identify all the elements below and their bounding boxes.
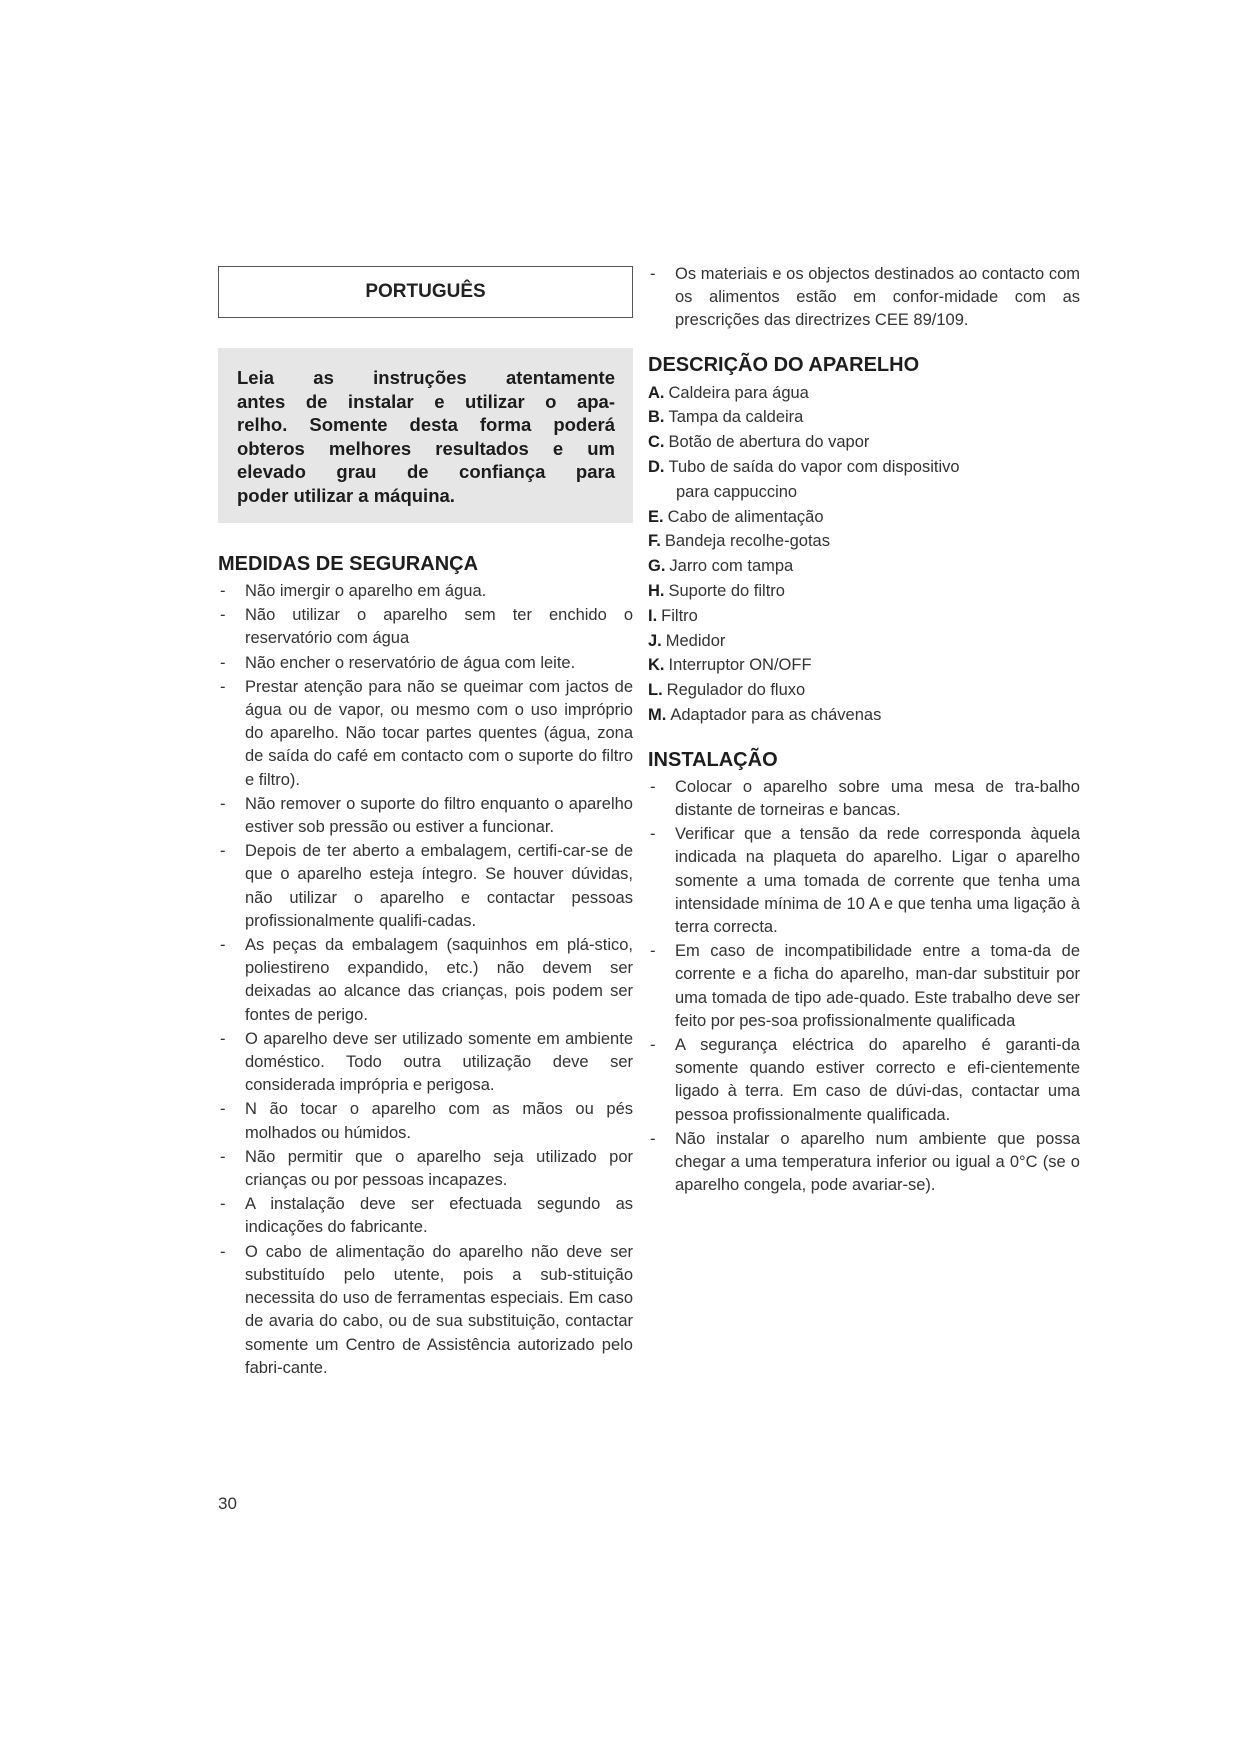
part-text: Jarro com tampa xyxy=(669,557,794,576)
part-text: Botão de abertura do vapor xyxy=(668,433,870,452)
part-item xyxy=(648,604,1080,629)
warning-line: poder utilizar a máquina. xyxy=(237,484,455,506)
safety-item: - O cabo de alimentação do aparelho não deve ser substituído pelo utente, pois a sub-stituição necessita do uso de ferramentas especiais. Em caso de avaria do cabo, ou de sua substituição, contactar somente um Centro de Assistência autorizado pelo fabri-cante. xyxy=(218,1241,633,1380)
safety-item: - Não permitir que o aparelho seja utilizado por crianças ou por pessoas incapazes. xyxy=(218,1146,633,1192)
safety-item: - Depois de ter aberto a embalagem, certifi-car-se de que o aparelho esteja íntegro. Se houver dúvidas, não utilizar o aparelho e contactar pessoas profissionalmente qualifi-cadas. xyxy=(218,840,633,933)
part-item xyxy=(648,381,1080,406)
safety-item: - Não imergir o aparelho em água. xyxy=(218,580,633,603)
part-text: Regulador do fluxo xyxy=(666,681,806,700)
part-letter: C. xyxy=(648,433,665,452)
part-text: Caldeira para água xyxy=(668,383,809,402)
installation-list xyxy=(648,776,1080,1198)
language-header: PORTUGUÊS xyxy=(218,266,633,318)
part-letter: E. xyxy=(648,507,664,526)
left-column xyxy=(218,266,633,1381)
safety-item: - A instalação deve ser efectuada segundo as indicações do fabricante. xyxy=(218,1193,633,1239)
safety-title: MEDIDAS DE SEGURANÇA xyxy=(218,553,479,575)
safety-item: - Prestar atenção para não se queimar com jactos de água ou de vapor, ou mesmo com o uso impróprio do aparelho. Não tocar partes quentes (água, zona de saída do café em contacto com o suporte do filtro e filtro). xyxy=(218,676,633,792)
warning-box xyxy=(218,348,633,523)
part-text: Suporte do filtro xyxy=(668,581,785,600)
part-item xyxy=(648,653,1080,678)
part-item xyxy=(648,455,1080,505)
part-text: Tubo de saída do vapor com dispositivo xyxy=(668,458,960,476)
part-letter: M. xyxy=(648,705,667,724)
installation-item: - Em caso de incompatibilidade entre a toma-da de corrente e a ficha do aparelho, man-dar substituir por uma tomada de tipo ade-quado. Este trabalho deve ser feito por pes-soa profissionalmente qualificada xyxy=(648,940,1080,1033)
part-text-continued: para cappuccino xyxy=(676,482,798,501)
part-item xyxy=(648,629,1080,654)
materials-note: - Os materiais e os objectos destinados ao contacto com os alimentos estão em confor-midade com as prescrições das directrizes CEE 89/109. xyxy=(648,263,1080,333)
installation-item: - Verificar que a tensão da rede corresponda àquela indicada na plaqueta do aparelho. Ligar o aparelho somente a uma tomada de corrente que tenha uma intensidade mínima de 10 A e que tenha uma ligação à terra correcta. xyxy=(648,823,1080,939)
installation-title: INSTALAÇÃO xyxy=(648,748,778,771)
right-column xyxy=(648,266,1080,1198)
part-letter: D. xyxy=(648,458,665,476)
safety-list xyxy=(218,580,633,1380)
installation-item: - A segurança eléctrica do aparelho é garanti-da somente quando estiver correcto e efi-cientemente ligado à terra. Em caso de dúvi-das, contactar uma pessoa profissionalmente qualificada. xyxy=(648,1034,1080,1127)
part-letter: L. xyxy=(648,681,663,700)
parts-list xyxy=(648,381,1080,728)
part-letter: F. xyxy=(648,532,661,551)
safety-item: - N ão tocar o aparelho com as mãos ou pés molhados ou húmidos. xyxy=(218,1098,633,1144)
safety-item: - O aparelho deve ser utilizado somente em ambiente doméstico. Todo outra utilização deve ser considerada imprópria e perigosa. xyxy=(218,1028,633,1098)
part-letter: H. xyxy=(648,581,665,600)
part-item xyxy=(648,554,1080,579)
part-letter: B. xyxy=(648,408,665,427)
part-text: Interruptor ON/OFF xyxy=(668,656,812,675)
page-number: 30 xyxy=(218,1494,237,1513)
part-text: Tampa da caldeira xyxy=(668,408,804,427)
warning-line: obteros melhores resultados e um xyxy=(237,437,615,459)
safety-item: - Não utilizar o aparelho sem ter enchido o reservatório com água xyxy=(218,604,633,650)
part-letter: I. xyxy=(648,606,658,625)
part-item xyxy=(648,405,1080,430)
warning-line: relho. Somente desta forma poderá xyxy=(237,414,615,435)
part-item xyxy=(648,505,1080,530)
part-text: Medidor xyxy=(665,631,726,650)
part-letter: A. xyxy=(648,383,665,402)
installation-item: - Colocar o aparelho sobre uma mesa de tra-balho distante de torneiras e bancas. xyxy=(648,776,1080,822)
part-text: Filtro xyxy=(661,606,698,625)
part-text: Bandeja recolhe-gotas xyxy=(664,532,830,551)
part-letter: J. xyxy=(648,631,662,650)
warning-line: elevado grau de confiança para xyxy=(237,461,615,482)
warning-line: antes de instalar e utilizar o apa- xyxy=(237,390,615,412)
part-item xyxy=(648,703,1080,728)
part-letter: K. xyxy=(648,656,665,675)
part-item xyxy=(648,579,1080,604)
part-text: Cabo de alimentação xyxy=(667,507,824,526)
safety-item: - As peças da embalagem (saquinhos em plá-stico, poliestireno expandido, etc.) não devem ser deixadas ao alcance das crianças, pois podem ser fontes de perigo. xyxy=(218,934,633,1027)
safety-item: - Não remover o suporte do filtro enquanto o aparelho estiver sob pressão ou estiver a funcionar. xyxy=(218,793,633,839)
safety-item: - Não encher o reservatório de água com leite. xyxy=(218,652,633,675)
part-item xyxy=(648,529,1080,554)
part-item xyxy=(648,678,1080,703)
description-title: DESCRIÇÃO DO APARELHO xyxy=(648,353,920,376)
part-item xyxy=(648,430,1080,455)
warning-line: Leia as instruções atentamente xyxy=(237,367,615,388)
part-letter: G. xyxy=(648,557,666,576)
installation-item: - Não instalar o aparelho num ambiente que possa chegar a uma temperatura inferior ou igual a 0°C (se o aparelho congela, pode avariar-se). xyxy=(648,1128,1080,1198)
part-text: Adaptador para as chávenas xyxy=(670,705,882,724)
